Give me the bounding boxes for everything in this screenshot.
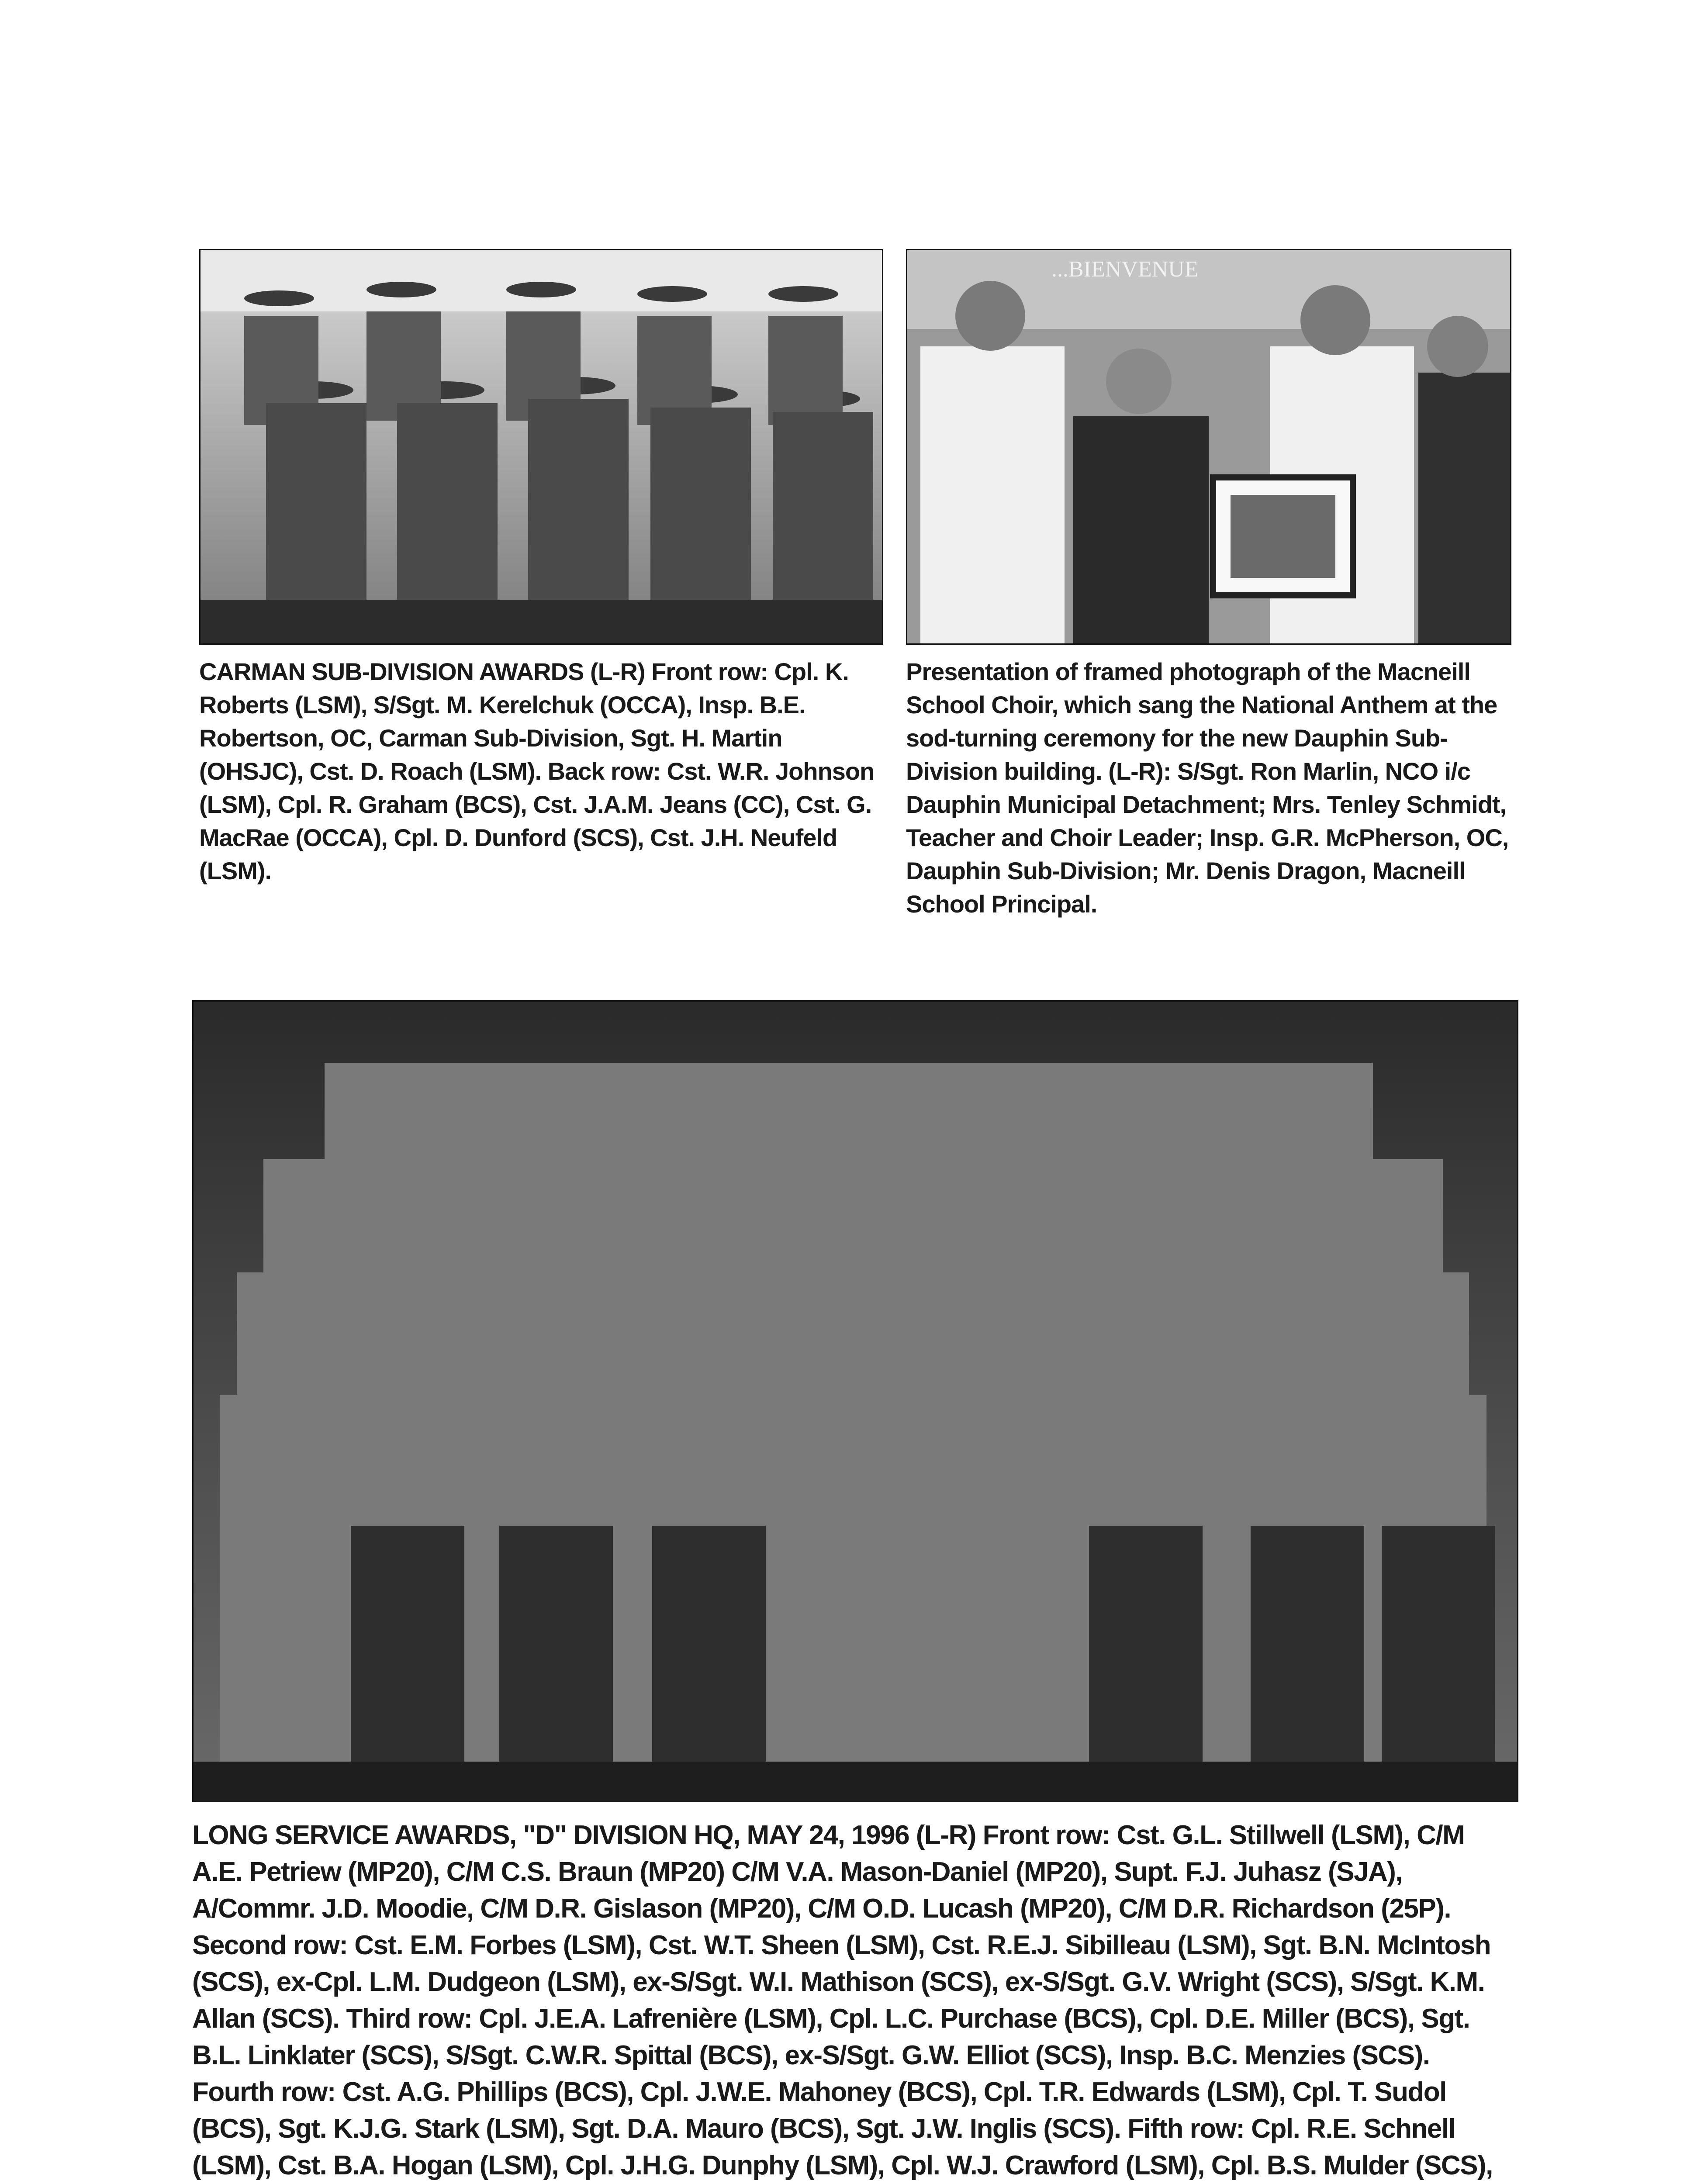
large-group-photo-icon <box>194 1002 1517 1801</box>
photo-carman-awards <box>199 249 883 645</box>
banner-text: ...BIENVENUE <box>1051 257 1199 282</box>
photo-long-service-awards <box>192 1000 1518 1802</box>
caption-presentation: Presentation of framed photograph of the Macneill School Choir, which sang the National Anthem at the sod-turning ceremony for the new Dauphin Sub-Division building. (L-R): S/Sgt. Ron Marlin, NCO i/c Dauphin Municipal Detachment; Mrs. Tenley Schmidt, Teacher and Choir Leader; Insp. G.R. McPherson, OC, Dauphin Sub-Division; Mr. Denis Dragon, Macneill School Principal. <box>906 658 1509 918</box>
presentation-photo-icon <box>907 250 1510 643</box>
caption-long-service-awards: LONG SERVICE AWARDS, "D" DIVISION HQ, MAY 24, 1996 (L-R) Front row: Cst. G.L. Stillwell (LSM), C/M A.E. Petriew (MP20), C/M C.S. Braun (MP20) C/M V.A. Mason-Daniel (MP20), Supt. F.J. Juhasz (SJA), A/Commr. J.D. Moodie, C/M D.R. Gislason (MP20), C/M O.D. Lucash (MP20), C/M D.R. Richardson (25P). Second row: Cst. E.M. Forbes (LSM), Cst. W.T. Sheen (LSM), Cst. R.E.J. Sibilleau (LSM), Sgt. B.N. McIntosh (SCS), ex-Cpl. L.M. Dudgeon (LSM), ex-S/Sgt. W.I. Mathison (SCS), ex-S/Sgt. G.V. Wright (SCS), S/Sgt. K.M. Allan (SCS). Third row: Cpl. J.E.A. Lafrenière (LSM), Cpl. L.C. Purchase (BCS), Cpl. D.E. Miller (BCS), Sgt. B.L. Linklater (SCS), S/Sgt. C.W.R. Spittal (BCS), ex-S/Sgt. G.W. Elliot (SCS), Insp. B.C. Menzies (SCS). Fourth row: Cst. A.G. Phillips (BCS), Cpl. J.W.E. Mahoney (BCS), Cpl. T.R. Edwards (LSM), Cpl. T. Sudol (BCS), Sgt. K.J.G. Stark (LSM), Sgt. D.A. Mauro (BCS), Sgt. J.W. Inglis (SCS). Fifth row: Cpl. R.E. Schnell (LSM), Cst. B.A. Hogan (LSM), Cpl. J.H.G. Dunphy (LSM), Cpl. W.J. Crawford (LSM), Cpl. B.S. Mulder (SCS), <box>192 1820 1493 2181</box>
photo-presentation <box>906 249 1511 645</box>
caption-carman-awards: CARMAN SUB-DIVISION AWARDS (L-R) Front row: Cpl. K. Roberts (LSM), S/Sgt. M. Kerelchuk (OCCA), Insp. B.E. Robertson, OC, Carman Sub-Division, Sgt. H. Martin (OHSJC), Cst. D. Roach (LSM). Back row: Cst. W.R. Johnson (LSM), Cpl. R. Graham (BCS), Cst. J.A.M. Jeans (CC), Cst. G. MacRae (OCCA), Cpl. D. Dunford (SCS), Cst. J.H. Neufeld (LSM). <box>199 658 875 885</box>
group-photo-icon <box>201 250 882 643</box>
